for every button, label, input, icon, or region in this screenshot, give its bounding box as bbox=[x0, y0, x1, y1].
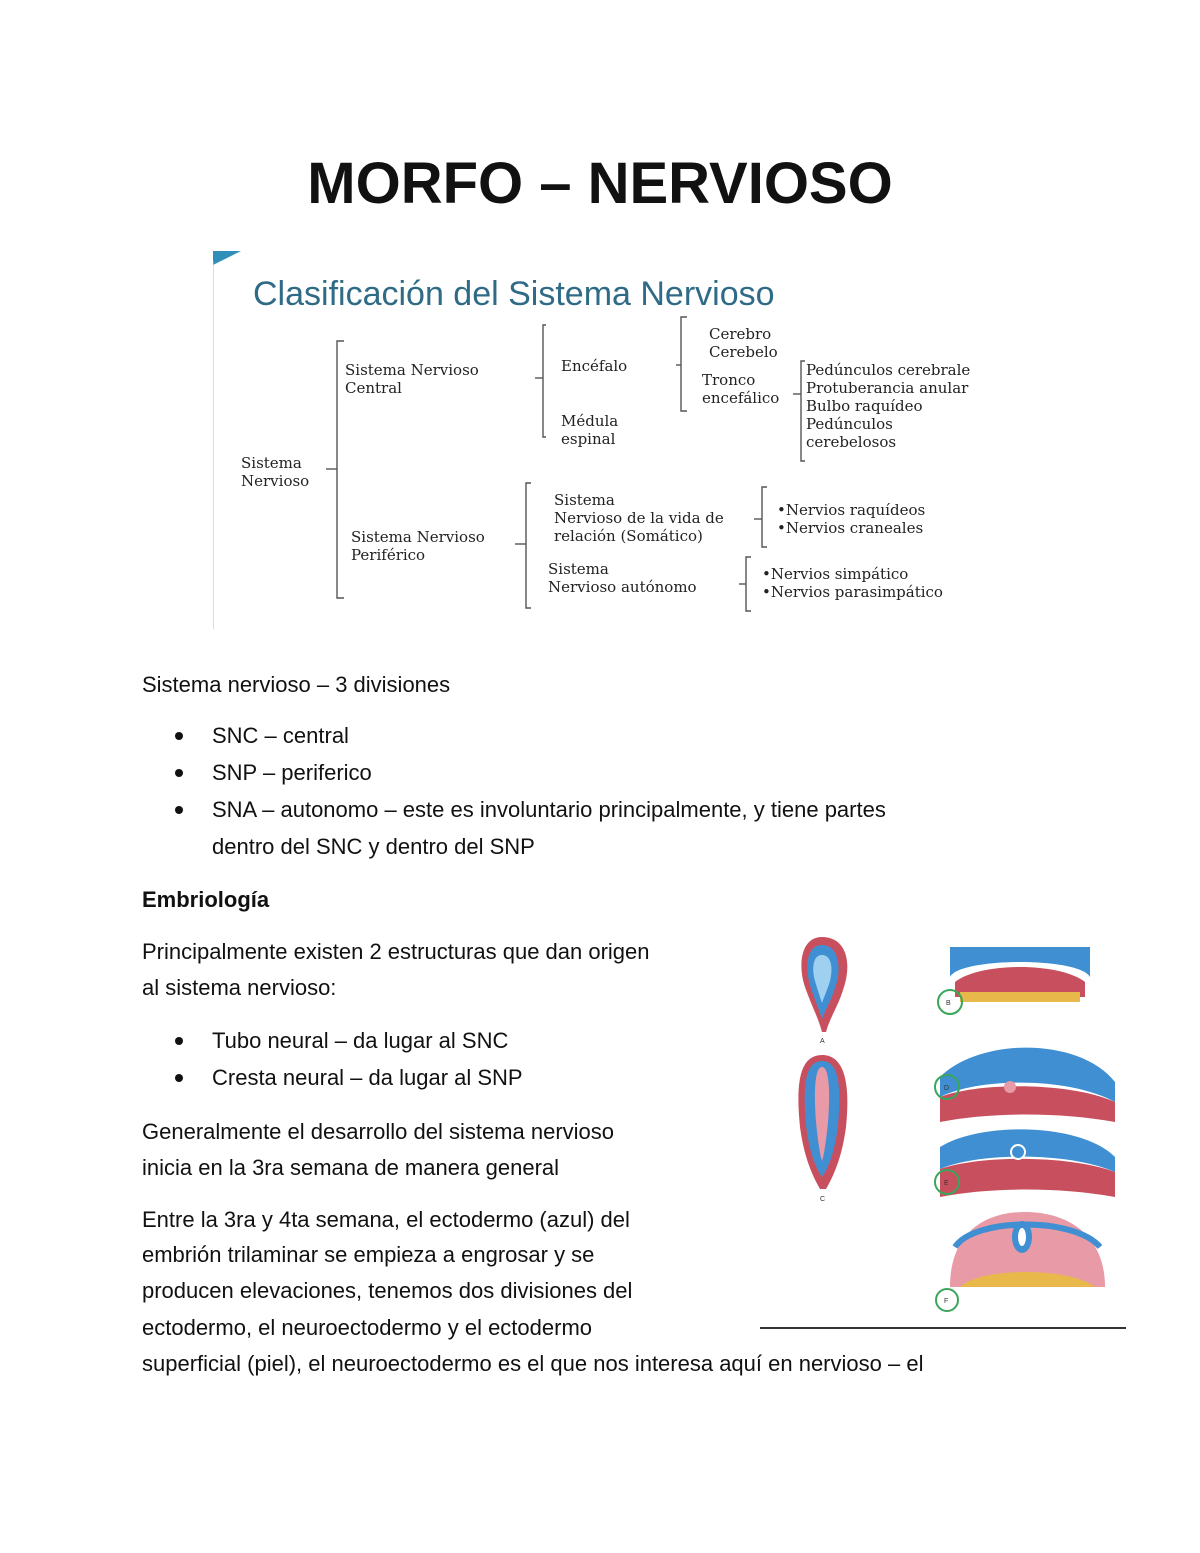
embryo-section-d bbox=[940, 1048, 1115, 1122]
paragraph-line: superficial (piel), el neuroectodermo es el que nos interesa aquí en nervioso – el bbox=[142, 1351, 924, 1376]
list-item: SNP – periferico bbox=[175, 754, 886, 791]
figure-label-a: A bbox=[820, 1038, 825, 1045]
embryology-figure bbox=[760, 907, 1126, 1327]
label-encefalo: Encéfalo bbox=[561, 357, 628, 375]
label-sistema-nervioso: Sistema Nervioso bbox=[241, 454, 310, 490]
bullet-icon bbox=[175, 1037, 183, 1045]
list-item: SNC – central bbox=[175, 717, 886, 754]
label-autonomo-parts: •Nervios simpático •Nervios parasimpático bbox=[762, 565, 943, 601]
bullet-icon bbox=[175, 806, 183, 814]
figure-label-e: E bbox=[944, 1180, 949, 1187]
list-item: SNA – autonomo – este es involuntario principalmente, y tiene partes bbox=[175, 791, 886, 828]
label-somatico-parts: •Nervios raquídeos •Nervios craneales bbox=[777, 501, 926, 537]
embryo-section-f bbox=[950, 1212, 1105, 1287]
embryo-neural-plate bbox=[801, 937, 847, 1032]
figure-label-d: D bbox=[944, 1085, 950, 1092]
figure-label-f: F bbox=[944, 1298, 949, 1305]
paragraph-line: producen elevaciones, tenemos dos divisiones del bbox=[142, 1278, 633, 1303]
figure-underline bbox=[760, 1327, 1126, 1329]
classification-diagram bbox=[213, 251, 986, 629]
page-title: MORFO – NERVIOSO bbox=[307, 151, 893, 216]
paragraph-line: Entre la 3ra y 4ta semana, el ectodermo (azul) del bbox=[142, 1207, 630, 1232]
intro-line: al sistema nervioso: bbox=[142, 975, 337, 1000]
bullet-icon bbox=[175, 769, 183, 777]
bullet-icon bbox=[175, 732, 183, 740]
divisions-list bbox=[175, 717, 886, 865]
embryo-section-b bbox=[950, 947, 1090, 1002]
figure-label-b: B bbox=[946, 1000, 951, 1007]
embryo-neural-folds bbox=[798, 1055, 847, 1189]
embryo-section-e bbox=[940, 1129, 1115, 1197]
paragraph-line: embrión trilaminar se empieza a engrosar y se bbox=[142, 1242, 595, 1267]
label-tronco-parts: Pedúnculos cerebrale Protuberancia anular Bulbo raquídeo Pedúnculos cerebelosos bbox=[806, 361, 971, 451]
intro-paragraph: Sistema nervioso – 3 divisiones bbox=[142, 672, 451, 697]
label-medula: Médula espinal bbox=[561, 412, 619, 448]
label-snp: Sistema Nervioso Periférico bbox=[351, 528, 485, 564]
list-item: Tubo neural – da lugar al SNC bbox=[175, 1022, 523, 1059]
intro-line: Principalmente existen 2 estructuras que dan origen bbox=[142, 939, 650, 964]
section-heading: Embriología bbox=[142, 887, 270, 912]
list-item: Cresta neural – da lugar al SNP bbox=[175, 1059, 523, 1096]
figure-label-c: C bbox=[820, 1196, 826, 1203]
structures-list bbox=[175, 1022, 523, 1096]
list-item-continuation: dentro del SNC y dentro del SNP bbox=[212, 834, 535, 859]
paragraph-line: inicia en la 3ra semana de manera general bbox=[142, 1155, 560, 1180]
label-somatico: Sistema Nervioso de la vida de relación (Somático) bbox=[554, 491, 724, 545]
label-autonomo: Sistema Nervioso autónomo bbox=[548, 560, 697, 596]
label-tronco: Tronco encefálico bbox=[702, 371, 780, 407]
diagram-title: Clasificación del Sistema Nervioso bbox=[253, 275, 775, 313]
paragraph-line: Generalmente el desarrollo del sistema nervioso bbox=[142, 1119, 615, 1144]
label-cerebro-cerebelo: Cerebro Cerebelo bbox=[709, 325, 778, 361]
paragraph-line: ectodermo, el neuroectodermo y el ectodermo bbox=[142, 1315, 593, 1340]
label-snc: Sistema Nervioso Central bbox=[345, 361, 479, 397]
bullet-icon bbox=[175, 1074, 183, 1082]
